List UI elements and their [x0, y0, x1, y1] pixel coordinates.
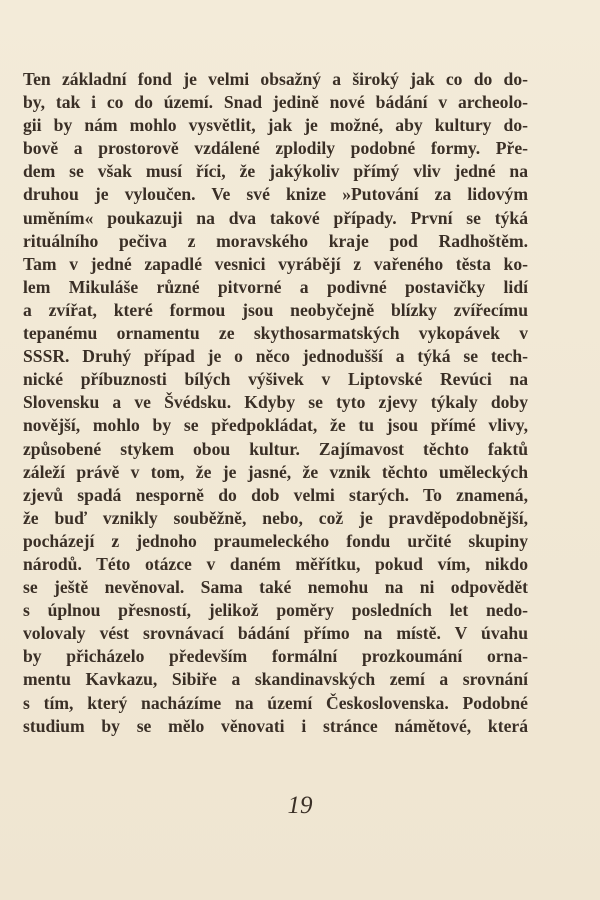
text-line: gii by nám mohlo vysvětlit, jak je možné, aby kultury do-	[23, 115, 528, 136]
text-line: Tam v jedné zapadlé vesnici vyrábějí z vařeného těsta ko-	[23, 253, 528, 274]
text-line: by přicházelo především formální prozkoumání orna-	[23, 646, 528, 667]
text-line: volovaly vést srovnávací bádání přímo na místě. V úvahu	[23, 623, 528, 644]
text-line: druhou je vyloučen. Ve své knize »Putování za lidovým	[23, 184, 528, 205]
text-line: národů. Této otázce v daném měřítku, pokud vím, nikdo	[23, 553, 528, 574]
text-line: lem Mikuláše různé pitvorné a podivné postavičky lidí	[23, 276, 528, 297]
text-line: uměním« poukazuji na dva takové případy. První se týká	[23, 207, 528, 228]
body-text	[23, 68, 528, 738]
page-number: 19	[287, 792, 313, 819]
text-line: tepanému ornamentu ze skythosarmatských vykopávek v	[23, 323, 528, 344]
text-line: studium by se mělo věnovati i stránce námětové, která	[23, 715, 528, 736]
text-line: by, tak i co do území. Snad jedině nové bádání v archeolo-	[23, 92, 528, 113]
text-line: mentu Kavkazu, Sibiře a skandinavských zemí a srovnání	[23, 669, 528, 690]
text-line: Slovensku a ve Švédsku. Kdyby se tyto zjevy týkaly doby	[23, 392, 528, 413]
text-line: s tím, který nacházíme na území Československa. Podobné	[23, 692, 528, 713]
text-line: zjevů spadá nesporně do dob velmi starých. To znamená,	[23, 484, 528, 505]
text-line: s úplnou přesností, jelikož poměry posledních let nedo-	[23, 600, 528, 621]
text-line: novější, mohlo by se předpokládat, že tu jsou přímé vlivy,	[23, 415, 528, 436]
text-line: pocházejí z jednoho praumeleckého fondu určité skupiny	[23, 530, 528, 551]
text-line: a zvířat, které formou jsou neobyčejně blízky zvířecímu	[23, 299, 528, 320]
text-line: dem se však musí říci, že jakýkoliv přímý vliv jedné na	[23, 161, 528, 182]
text-line: způsobené stykem obou kultur. Zajímavost těchto faktů	[23, 438, 528, 459]
text-line: nické příbuznosti bílých výšivek v Liptovské Revúci na	[23, 369, 528, 390]
text-line: rituálního pečiva z moravského kraje pod Radhoštěm.	[23, 230, 528, 251]
text-line: bově a prostorově vzdálené zplodily podobné formy. Pře-	[23, 138, 528, 159]
text-line: záleží právě v tom, že je jasné, že vznik těchto uměleckých	[23, 461, 528, 482]
text-line: se ještě nevěnoval. Sama také nemohu na ni odpovědět	[23, 577, 528, 598]
text-line: SSSR. Druhý případ je o něco jednodušší a týká se tech-	[23, 346, 528, 367]
text-line: že buď vznikly souběžně, nebo, což je pravděpodobnější,	[23, 507, 528, 528]
text-line: Ten základní fond je velmi obsažný a široký jak co do do-	[23, 69, 528, 89]
